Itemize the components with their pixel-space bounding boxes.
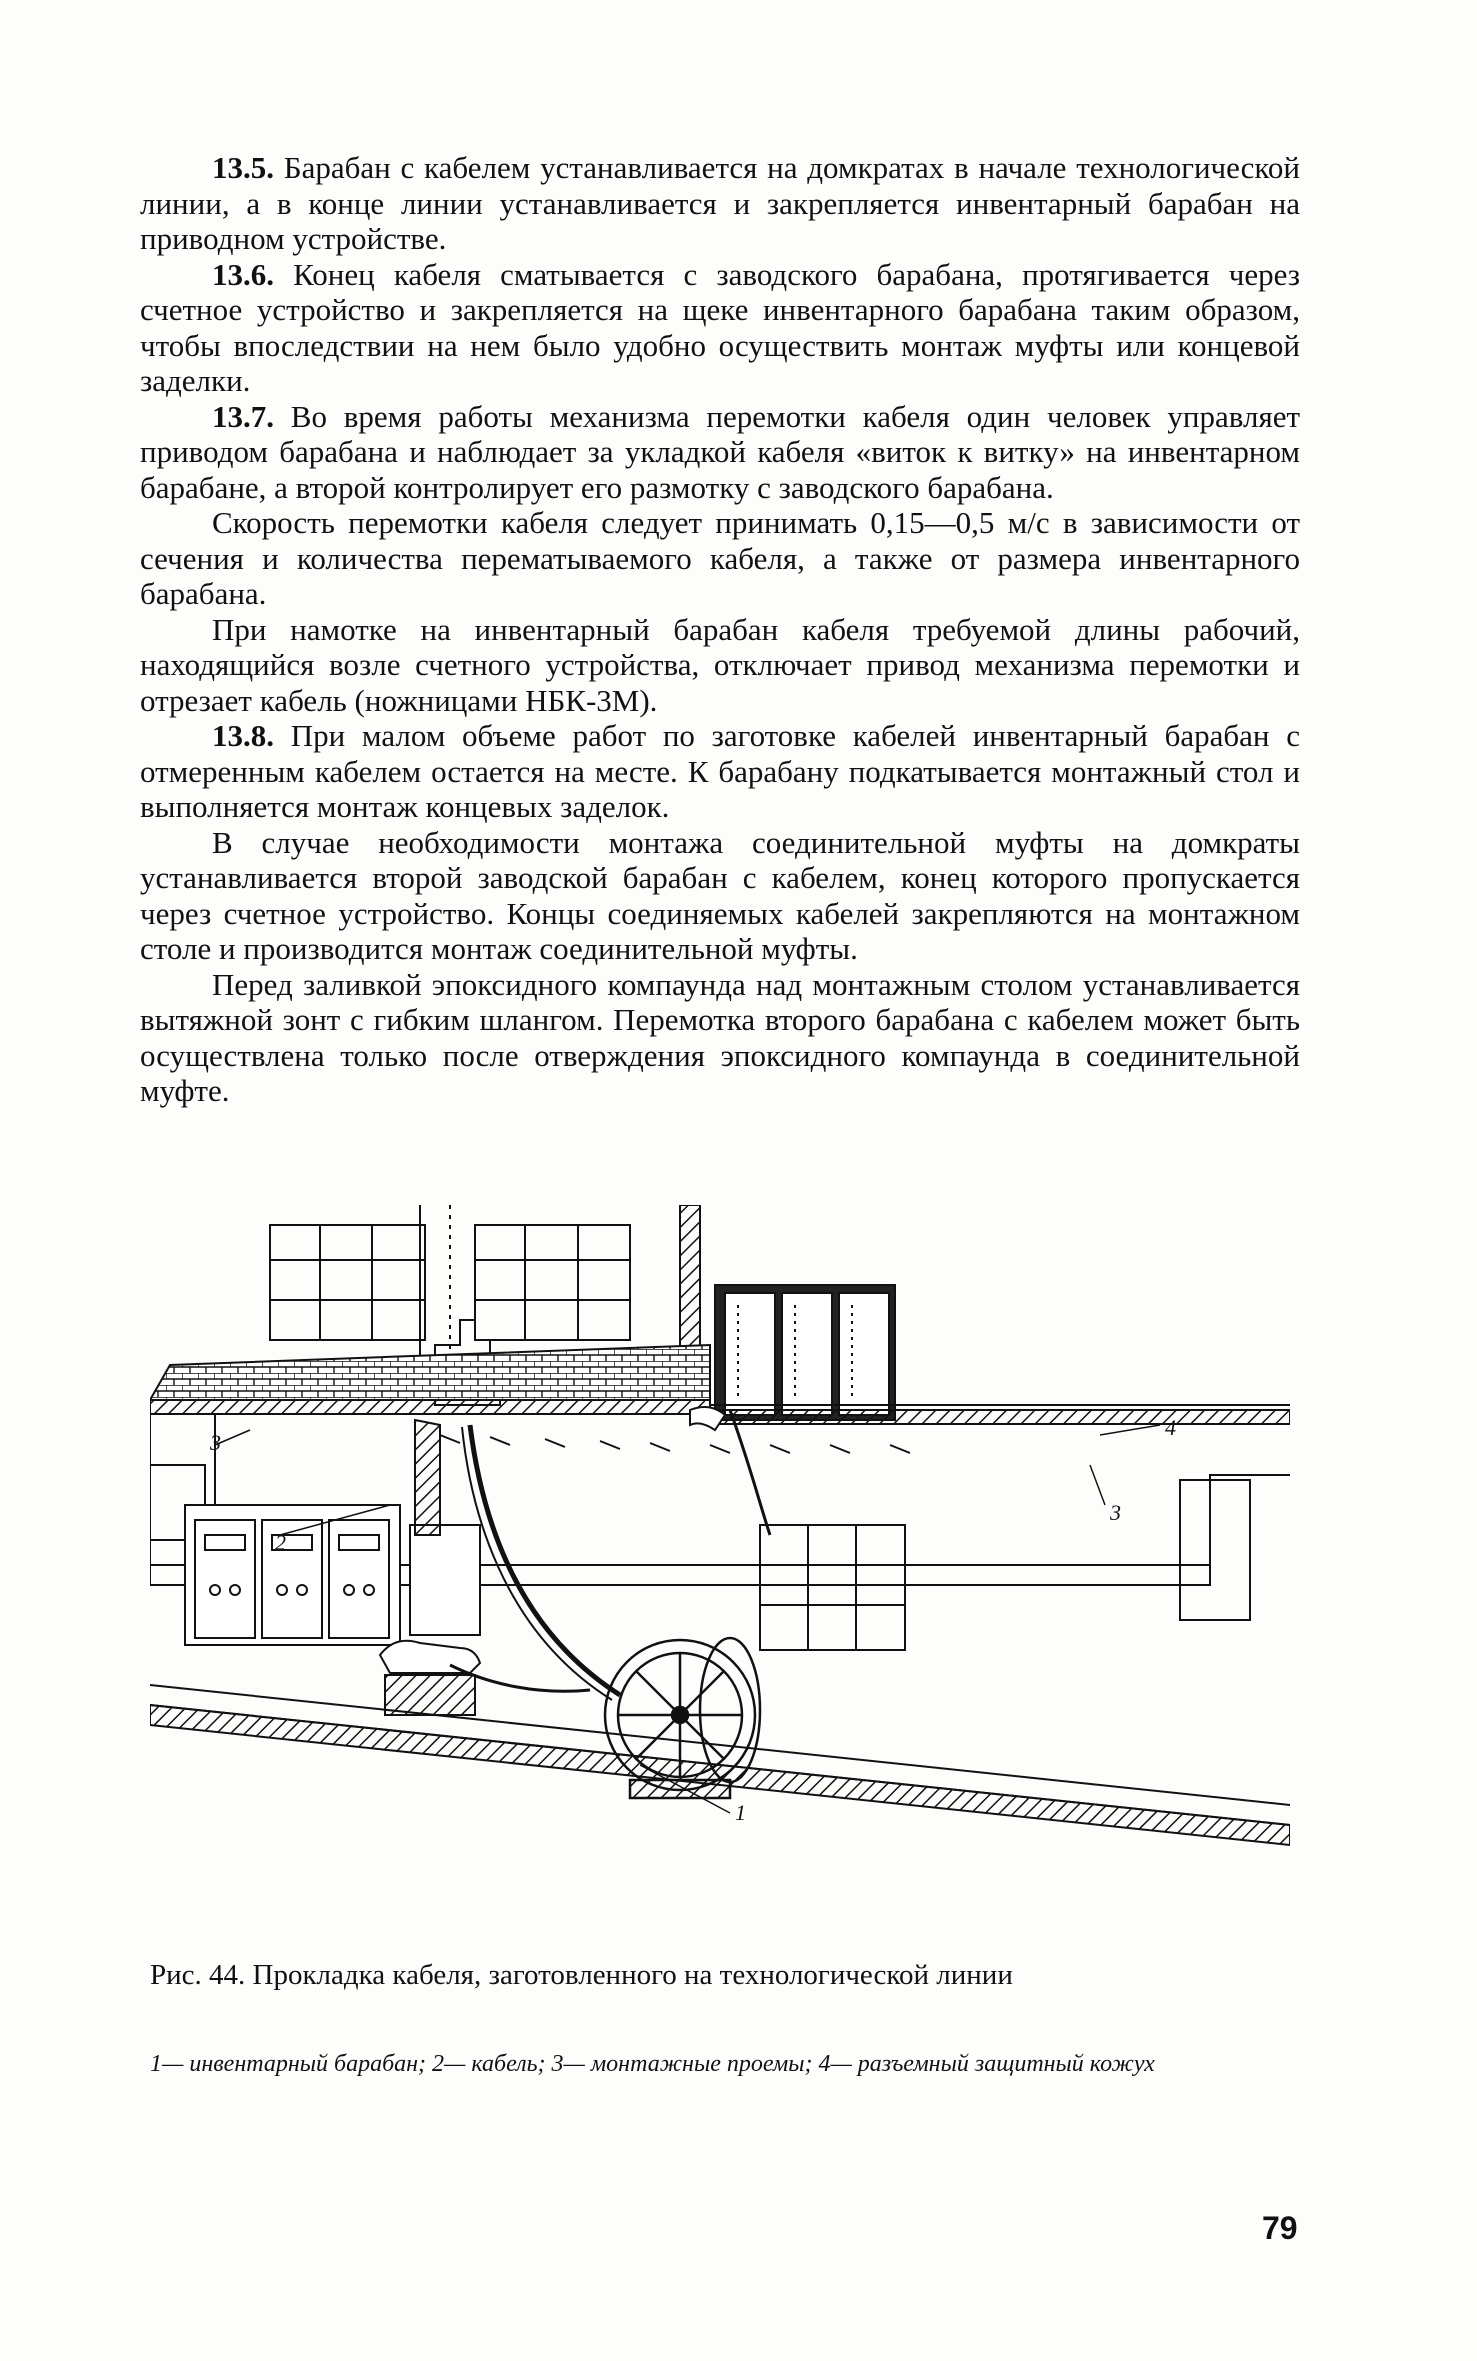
paragraph-text: В случае необходимости монтажа соединительной муфты на домкраты устанавливается второй заводской барабан с кабелем, конец которого пропускается через счетное устройство. Концы соединяемых кабелей закрепляются на монтажном столе и производится монтаж соединительной муфты.	[140, 824, 1300, 966]
paragraph-text: Конец кабеля сматывается с заводского барабана, протягивается через счетное устройство и закрепляется на щеке инвентарного барабана таким образом, чтобы впоследствии на нем было удобно осуществить монтаж муфты или концевой заделки.	[140, 256, 1301, 398]
label-4: 4	[1165, 1415, 1176, 1440]
label-1: 1	[735, 1800, 746, 1825]
paragraph-13-5	[140, 150, 1300, 257]
section-number: 13.5.	[212, 150, 274, 185]
body-text	[140, 150, 1300, 1109]
paragraph-winding	[140, 612, 1300, 719]
paragraph-text: Перед заливкой эпоксидного компаунда над монтажным столом устанавливается вытяжной зонт с гибким шлангом. Перемотка второго барабана с кабелем может быть осуществлена только после отверждения эпоксидного компаунда в соединительной муфте.	[140, 966, 1300, 1108]
paragraph-speed	[140, 505, 1300, 612]
figure-caption-legend: 1— инвентарный барабан; 2— кабель; 3— монтажные проемы; 4— разъемный защитный кожух	[150, 2051, 1155, 2077]
page-number: 79	[1262, 2210, 1298, 2246]
paragraph-text: При намотке на инвентарный барабан кабеля требуемой длины рабочий, находящийся возле счетного устройства, отключает привод механизма перемотки и отрезает кабель (ножницами НБК-3М).	[140, 611, 1300, 718]
paragraph-coupling	[140, 825, 1300, 967]
paragraph-13-7	[140, 399, 1300, 506]
right-cabinets	[715, 1285, 895, 1420]
label-3a: 3	[210, 1430, 221, 1455]
figure-44-illustration	[150, 1205, 1290, 1945]
paragraph-13-6	[140, 257, 1300, 399]
paragraph-epoxy	[140, 967, 1300, 1109]
section-number: 13.8.	[212, 718, 274, 753]
paragraph-text: При малом объеме работ по заготовке кабелей инвентарный барабан с отмеренным кабелем остается на месте. К барабану подкатывается монтажный стол и выполняется монтаж концевых заделок.	[140, 718, 1301, 824]
section-number: 13.6.	[212, 256, 274, 292]
paragraph-text: Барабан с кабелем устанавливается на домкратах в начале технологической линии, а в конце линии устанавливается и закрепляется инвентарный барабан на приводном устройстве.	[140, 150, 1301, 256]
label-3b: 3	[1110, 1500, 1121, 1525]
label-2: 2	[275, 1530, 286, 1555]
ground	[150, 1685, 1290, 1845]
paragraph-text: Во время работы механизма перемотки кабеля один человек управляет приводом барабана и наблюдает за укладкой кабеля «виток к витку» на инвентарном барабане, а второй контролирует его размотку с заводского барабана.	[140, 398, 1301, 505]
cable	[450, 1410, 770, 1700]
figure-caption-title: Рис. 44. Прокладка кабеля, заготовленного на технологической линии	[150, 1959, 1013, 1991]
paragraph-13-8	[140, 718, 1300, 825]
section-number: 13.7.	[212, 398, 274, 434]
paragraph-text: Скорость перемотки кабеля следует принимать 0,15—0,5 м/с в зависимости от сечения и количества перематываемого кабеля, а также от размера инвентарного барабана.	[140, 505, 1300, 611]
